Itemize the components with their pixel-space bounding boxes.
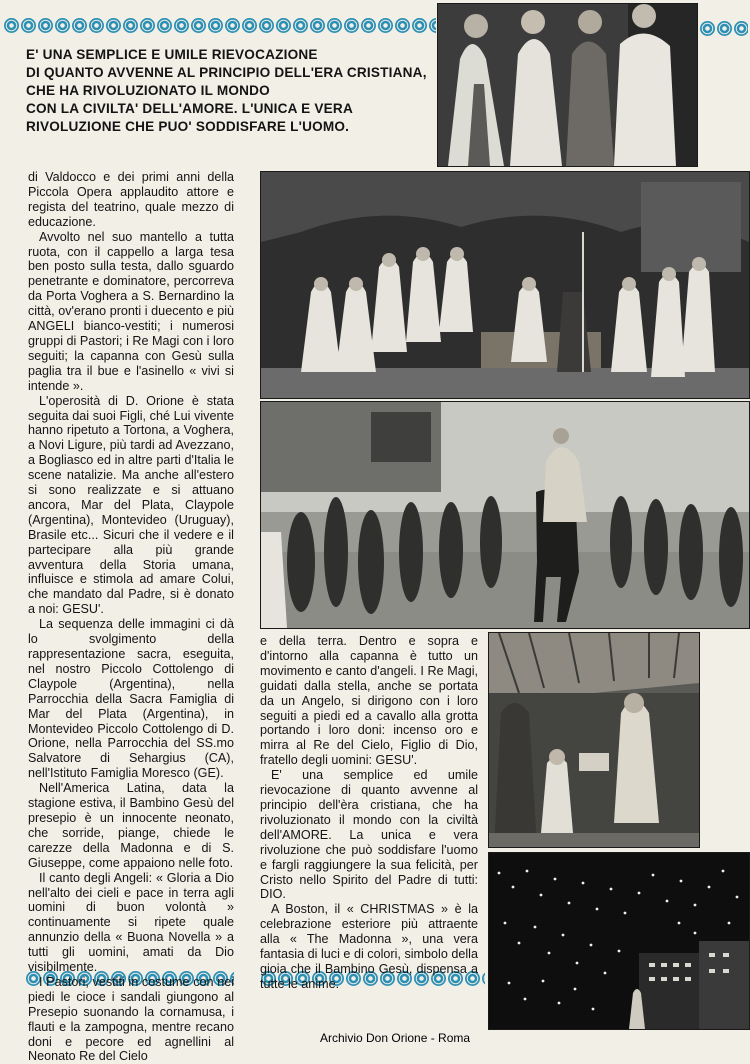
paragraph: L'operosità di D. Orione è stata seguita dai suoi Figli, ché Lui vivente hanno ripetuto a Tortona, a Voghera, a Novi Ligure, più tardi ad Avezzano, a Bogliasco ed in altre parti d'Italia le scene natalizie. Ma anche all'estero si sono realizzate e si attuano ancora, Mar del Plata, Claypole (Argentina), Montevideo (Uruguay), Brasile etc... Sicuri che il vedere e il partecipare alla più grande avventura della Storia umana, influisce e stimola ad amare Colui, che mandato dal Padre, si è donato a noi: GESU'. xyxy=(28,393,234,617)
article-column-left xyxy=(28,170,234,1064)
rosette-ornament xyxy=(38,18,53,33)
rosette-ornament xyxy=(412,18,427,33)
headline-line: E' UNA SEMPLICE E UMILE RIEVOCAZIONE xyxy=(26,47,318,62)
headline xyxy=(26,46,430,136)
rosette-ornament xyxy=(429,18,436,33)
headline-line: RIVOLUZIONE CHE PUO' SODDISFARE L'UOMO. xyxy=(26,119,350,134)
paragraph: I Pastori, vestiti in costume con nei piedi le cioce i sandali giungono al Presepio suonando la cornamusa, i flauti e la zampogna, mentre recano doni e pecore ed agnellini al Neonato Re del Cielo xyxy=(28,974,234,1064)
rosette-ornament xyxy=(55,18,70,33)
photo-angels-nativity-stage xyxy=(260,171,750,399)
rosette-ornament xyxy=(310,18,325,33)
photo-boston-christmas-lights xyxy=(488,852,750,1030)
rosette-ornament xyxy=(140,18,155,33)
rosette-ornament xyxy=(361,18,376,33)
paragraph: e della terra. Dentro e sopra e d'intorno alla capanna è tutto un movimento e canto d'angeli. I Re Magi, guidati dalla stella, anche se portata da un Angelo, si dirigono con i loro seguiti a piedi ed a cavallo alla grotta portando i loro doni: incenso oro e mirra al Re del Cielo, Figlio di Dio, fratello degli uomini: GESU'. xyxy=(260,634,478,768)
top-border-right xyxy=(700,19,748,37)
rosette-ornament xyxy=(327,18,342,33)
rosette-ornament xyxy=(700,21,715,36)
rosette-ornament xyxy=(482,971,485,986)
paragraph: A Boston, il « CHRISTMAS » è la celebrazione esteriore più attraente alla « The Madonna », una vera fantasia di luci e di colori, simbolo della gioia che il Bambino Gesù, dispensa a tutte le anime. xyxy=(260,902,478,991)
top-border-left xyxy=(4,16,436,34)
rosette-ornament xyxy=(89,18,104,33)
rosette-ornament xyxy=(72,18,87,33)
photo-street-procession-king-on-horse xyxy=(260,401,750,629)
rosette-ornament xyxy=(225,18,240,33)
paragraph: Nell'America Latina, data la stagione estiva, il Bambino Gesù del presepio è un innocente neonato, che sorride, piange, chiede le carezze della Madonna e di S. Giuseppe, come appaiono nelle foto. xyxy=(28,781,234,870)
paragraph: Il canto degli Angeli: « Gloria a Dio nell'alto dei cieli e pace in terra agli uomini di buon volontà » continuamente si ripete quale annunzio della « Buona Novella » a tutti gli uomini, amati da Dio visibilmente. xyxy=(28,870,234,975)
rosette-ornament xyxy=(191,18,206,33)
headline-line: DI QUANTO AVVENNE AL PRINCIPIO DELL'ERA CRISTIANA, xyxy=(26,65,427,80)
paragraph: Avvolto nel suo mantello a tutta ruota, con il cappello a larga tesa ben posto sulla testa, dallo sguardo penetrante e dominatore, percorreva da Porta Voghera a S. Bernardino la città, ov'erano pronti i duecento e più ANGELI bianco-vestiti; i numerosi gruppi di Pastori; i Re Magi con i loro seguiti; la capanna con Gesù sulla paglia tra il bue e l'asinello « vivi si intende ». xyxy=(28,229,234,393)
rosette-ornament xyxy=(717,21,732,36)
paragraph: La sequenza delle immagini ci dà lo svolgimento della rappresentazione sacra, eseguita, nel nostro Piccolo Cottolengo di Claypole (Argentina), nella Parrocchia della Sacra Famiglia di Mar del Plata (Argentina), in Montevideo Piccolo Cottolengo di D. Orione, nella Parrocchia del SS.mo Salvatore di Sehargius (CA), nell'Istituto Famiglia Moresco (GE). xyxy=(28,617,234,781)
rosette-ornament xyxy=(208,18,223,33)
photo-holy-family-hut xyxy=(488,632,700,848)
paragraph: E' una semplice ed umile rievocazione di quanto avvenne al principio dell'èra cristiana, che ha rivoluzionato il mondo con la civiltà dell'AMORE. La unica e vera rivoluzione che può soddisfare l'uomo e fargli raggiungere la sua felicità, per Cristo nello Spirito del Padre di tutti: DIO. xyxy=(260,768,478,902)
archive-credit: Archivio Don Orione - Roma xyxy=(320,1031,471,1045)
rosette-ornament xyxy=(293,18,308,33)
paragraph: di Valdocco e dei primi anni della Piccola Opera applaudito attore e regista del teatrino, quale mezzo di educazione. xyxy=(28,170,234,229)
rosette-ornament xyxy=(344,18,359,33)
rosette-ornament xyxy=(123,18,138,33)
rosette-ornament xyxy=(734,21,748,36)
rosette-ornament xyxy=(259,18,274,33)
rosette-ornament xyxy=(106,18,121,33)
rosette-ornament xyxy=(276,18,291,33)
headline-line: CON LA CIVILTA' DELL'AMORE. L'UNICA E VERA xyxy=(26,101,353,116)
photo-children-in-robes xyxy=(437,3,698,167)
rosette-ornament xyxy=(4,18,19,33)
rosette-ornament xyxy=(157,18,172,33)
rosette-ornament xyxy=(242,18,257,33)
article-column-right xyxy=(260,634,478,992)
rosette-ornament xyxy=(395,18,410,33)
headline-line: CHE HA RIVOLUZIONATO IL MONDO xyxy=(26,83,270,98)
rosette-ornament xyxy=(174,18,189,33)
rosette-ornament xyxy=(378,18,393,33)
rosette-ornament xyxy=(21,18,36,33)
